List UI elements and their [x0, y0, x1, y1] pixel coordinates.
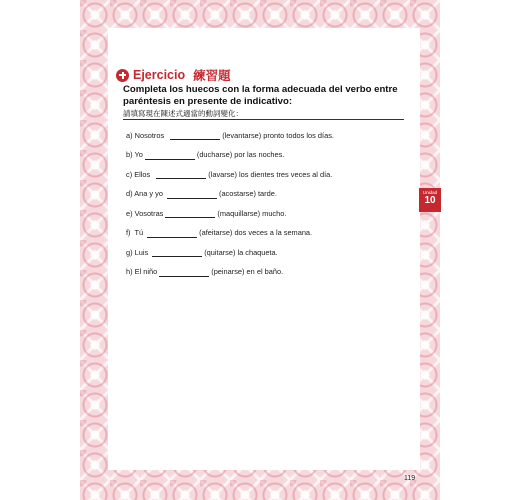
unit-number: 10: [424, 195, 436, 206]
answer-blank[interactable]: [152, 248, 202, 257]
item-text: (peinarse) en el baño.: [211, 267, 284, 277]
item-text: (maquillarse) mucho.: [217, 208, 287, 218]
item-label: f) Tú: [126, 228, 144, 238]
plus-circle-icon: [116, 69, 129, 82]
unit-tab: [419, 188, 441, 212]
exercise-item: [126, 126, 416, 146]
item-label: h) El niño: [126, 267, 158, 277]
item-text: (acostarse) tarde.: [218, 189, 277, 199]
item-label: c) Ellos: [126, 169, 151, 179]
item-text: (lavarse) los dientes tres veces al día.: [208, 169, 333, 179]
answer-blank[interactable]: [159, 268, 209, 277]
exercise-title: Ejercicio: [133, 68, 186, 82]
answer-blank[interactable]: [167, 190, 217, 199]
exercise-item: [126, 263, 416, 283]
exercise-item: [126, 243, 416, 263]
exercise-item: [126, 185, 416, 205]
item-label: a) Nosotros: [126, 130, 165, 140]
exercise-item: [126, 224, 416, 244]
item-text: (afeitarse) dos veces a la semana.: [199, 228, 313, 238]
exercise-heading: [116, 66, 231, 84]
answer-blank[interactable]: [145, 151, 195, 160]
item-label: d) Ana y yo: [126, 189, 163, 199]
exercise-subtitle: 練習題: [193, 69, 231, 83]
answer-blank[interactable]: [147, 229, 197, 238]
item-label: e) Vosotras: [126, 208, 164, 218]
unit-label: Unidad: [422, 190, 438, 195]
page-number: 119: [404, 475, 416, 482]
item-label: b) Yo: [126, 150, 143, 160]
answer-blank[interactable]: [170, 131, 220, 140]
divider: [123, 119, 404, 120]
exercise-item: [126, 146, 416, 166]
answer-blank[interactable]: [165, 209, 215, 218]
exercise-list: [126, 126, 416, 282]
exercise-item: [126, 165, 416, 185]
item-text: (quitarse) la chaqueta.: [204, 247, 278, 257]
instruction-text: Completa los huecos con la forma adecuada del verbo entre paréntesis en presente de indicativo:: [123, 84, 398, 107]
item-text: (ducharse) por las noches.: [196, 150, 285, 160]
answer-blank[interactable]: [156, 170, 206, 179]
instruction-chinese: 請填寫現在陳述式適當的動詞變化：: [123, 109, 243, 118]
exercise-item: [126, 204, 416, 224]
item-text: (levantarse) pronto todos los días.: [222, 130, 334, 140]
item-label: g) Luis: [126, 247, 149, 257]
